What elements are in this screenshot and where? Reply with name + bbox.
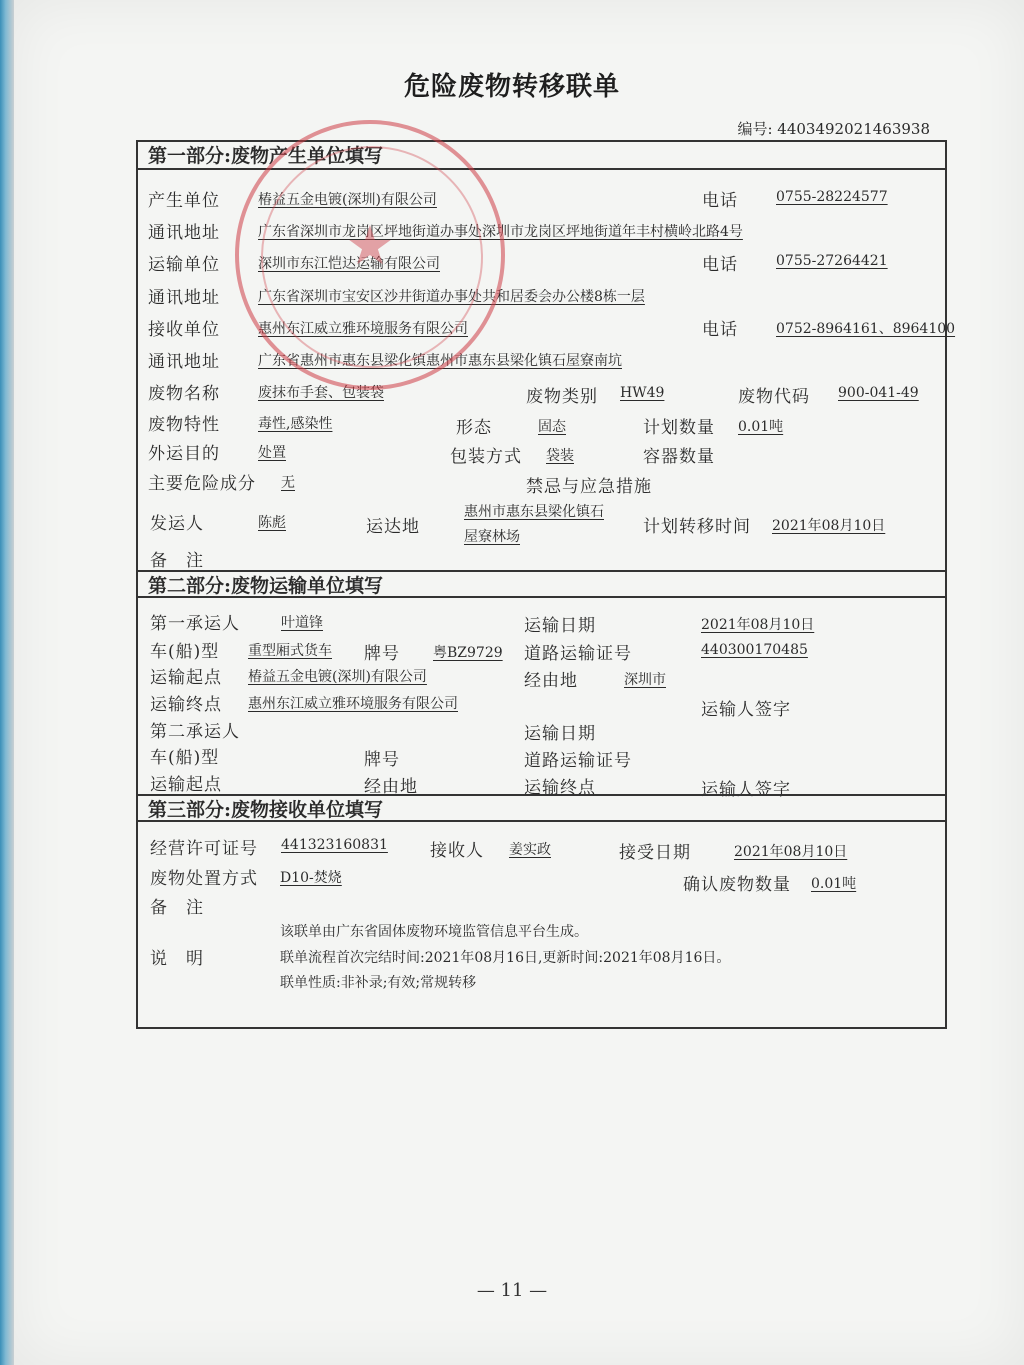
recipient-value: 姜实政 xyxy=(509,842,551,858)
transporter-label: 运输单位 xyxy=(148,255,220,275)
shipper-label: 发运人 xyxy=(150,514,204,534)
receiver-phone: 0752-8964161、8964100 xyxy=(776,321,956,337)
page-number: — 11 — xyxy=(476,1280,548,1301)
date1-label: 运输日期 xyxy=(524,616,596,636)
end1-value: 惠州东江威立雅环境服务有限公司 xyxy=(248,696,458,712)
pack-value: 袋装 xyxy=(546,448,574,464)
producer-phone: 0755-28224577 xyxy=(776,189,888,205)
accept-date-label: 接受日期 xyxy=(619,843,691,863)
receiver-value: 惠州东江威立雅环境服务有限公司 xyxy=(258,321,468,337)
purpose-label: 外运目的 xyxy=(148,444,220,464)
part2-heading: 第二部分:废物运输单位填写 xyxy=(138,570,945,598)
form-table xyxy=(136,140,956,1029)
start1-label: 运输起点 xyxy=(150,668,222,688)
pack-label: 包装方式 xyxy=(450,447,522,467)
license-value: 441323160831 xyxy=(281,837,388,853)
document-number-value: 4403492021463938 xyxy=(777,120,930,138)
receiver-addr: 广东省惠州市惠东县梁化镇惠州市惠东县梁化镇石屋寮南坑 xyxy=(258,353,622,369)
property-label: 废物特性 xyxy=(148,415,220,435)
sign1-label: 运输人签字 xyxy=(701,700,791,720)
waste-name-label: 废物名称 xyxy=(148,384,220,404)
hazard-value: 无 xyxy=(281,475,295,491)
waste-code: 900-041-49 xyxy=(838,385,919,401)
part3-remark-label: 备 注 xyxy=(150,898,204,918)
producer-value: 椿益五金电镀(深圳)有限公司 xyxy=(258,192,437,208)
sign2-label: 运输人签字 xyxy=(701,780,791,800)
carrier2-label: 第二承运人 xyxy=(150,722,240,742)
producer-addr-label: 通讯地址 xyxy=(148,223,220,243)
date2-label: 运输日期 xyxy=(524,724,596,744)
page-title: 危险废物转移联单 xyxy=(403,72,620,102)
vehicle2-label: 车(船)型 xyxy=(150,748,220,768)
recipient-label: 接收人 xyxy=(430,841,484,861)
dest-line1: 惠州市惠东县梁化镇石 xyxy=(464,504,604,520)
note-line3: 联单性质:非补录;有效;常规转移 xyxy=(280,975,477,991)
property-value: 毒性,感染性 xyxy=(258,416,333,432)
producer-phone-label: 电话 xyxy=(702,191,738,211)
part1-remark-label: 备 注 xyxy=(150,551,204,571)
waste-class-label: 废物类别 xyxy=(526,387,598,407)
via2-label: 经由地 xyxy=(364,777,418,797)
receiver-label: 接收单位 xyxy=(148,320,220,340)
start2-label: 运输起点 xyxy=(150,775,222,795)
producer-addr: 广东省深圳市龙岗区坪地街道办事处深圳市龙岗区坪地街道年丰村横岭北路4号 xyxy=(258,224,743,240)
note-line2: 联单流程首次完结时间:2021年08月16日,更新时间:2021年08月16日。 xyxy=(280,950,731,966)
vehicle1-value: 重型厢式货车 xyxy=(248,643,332,659)
waste-name: 废抹布手套、包装袋 xyxy=(258,385,384,401)
note-line1: 该联单由广东省固体废物环境监管信息平台生成。 xyxy=(280,924,588,940)
carrier1-label: 第一承运人 xyxy=(150,614,240,634)
shipper-value: 陈彪 xyxy=(258,515,286,531)
form-value: 固态 xyxy=(538,419,566,435)
start1-value: 椿益五金电镀(深圳)有限公司 xyxy=(248,669,427,685)
dest-line2: 屋寮林场 xyxy=(464,529,520,545)
document-number-label: 编号: xyxy=(737,120,773,138)
transporter-phone-label: 电话 xyxy=(702,255,738,275)
receiver-phone-label: 电话 xyxy=(702,320,738,340)
confirm-qty-label: 确认废物数量 xyxy=(683,875,791,895)
permit2-label: 道路运输证号 xyxy=(524,751,632,771)
document-number xyxy=(737,118,930,139)
dest-label: 运达地 xyxy=(366,517,420,537)
producer-label: 产生单位 xyxy=(148,191,220,211)
part3-heading: 第三部分:废物接收单位填写 xyxy=(138,794,945,822)
permit1-label: 道路运输证号 xyxy=(524,644,632,664)
plan-time: 2021年08月10日 xyxy=(772,518,886,534)
via1-label: 经由地 xyxy=(524,671,578,691)
date1-value: 2021年08月10日 xyxy=(701,617,815,633)
receiver-addr-label: 通讯地址 xyxy=(148,352,220,372)
end2-label: 运输终点 xyxy=(524,778,596,798)
container-label: 容器数量 xyxy=(643,447,715,467)
plan-qty: 0.01吨 xyxy=(738,419,784,435)
taboo-label: 禁忌与应急措施 xyxy=(526,477,652,497)
accept-date-value: 2021年08月10日 xyxy=(734,844,848,860)
transporter-phone: 0755-27264421 xyxy=(776,253,888,269)
disposal-label: 废物处置方式 xyxy=(150,869,258,889)
part1-heading: 第一部分:废物产生单位填写 xyxy=(138,142,945,170)
waste-code-label: 废物代码 xyxy=(738,387,810,407)
end1-label: 运输终点 xyxy=(150,695,222,715)
license-label: 经营许可证号 xyxy=(150,839,258,859)
purpose-value: 处置 xyxy=(258,445,286,461)
seal-star-icon: ★ xyxy=(345,214,395,277)
waste-class: HW49 xyxy=(620,385,665,401)
explain-label: 说 明 xyxy=(150,949,204,969)
plate2-label: 牌号 xyxy=(364,750,400,770)
form-label: 形态 xyxy=(456,418,492,438)
plate1-value: 粤BZ9729 xyxy=(433,645,503,661)
background-edge xyxy=(0,0,14,1365)
confirm-qty-value: 0.01吨 xyxy=(811,876,857,892)
permit1-value: 440300170485 xyxy=(701,642,808,658)
plan-time-label: 计划转移时间 xyxy=(643,517,751,537)
transporter-addr: 广东省深圳市宝安区沙井街道办事处共和居委会办公楼8栋一层 xyxy=(258,289,645,305)
plan-qty-label: 计划数量 xyxy=(643,418,715,438)
vehicle1-label: 车(船)型 xyxy=(150,642,220,662)
via1-value: 深圳市 xyxy=(624,672,666,688)
transporter-value: 深圳市东江恺达运输有限公司 xyxy=(258,256,440,272)
hazard-label: 主要危险成分 xyxy=(148,474,256,494)
plate1-label: 牌号 xyxy=(364,644,400,664)
carrier1-value: 叶道锋 xyxy=(281,615,323,631)
disposal-value: D10-焚烧 xyxy=(280,870,342,886)
transporter-addr-label: 通讯地址 xyxy=(148,288,220,308)
